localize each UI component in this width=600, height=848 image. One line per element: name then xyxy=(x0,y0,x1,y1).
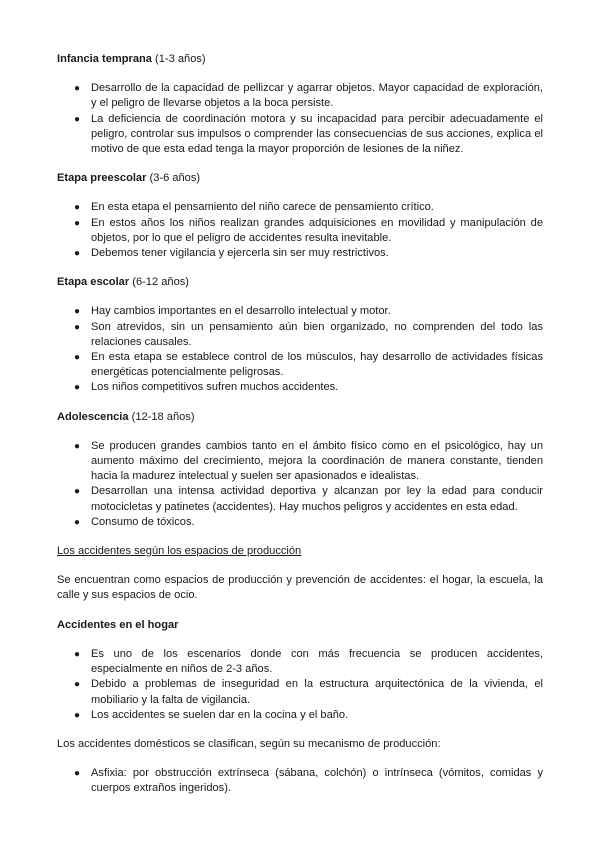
bullet-icon: ● xyxy=(74,248,81,260)
section-age-range: (6-12 años) xyxy=(132,276,189,289)
bullet-icon: ● xyxy=(74,202,81,214)
bullet-icon: ● xyxy=(74,486,81,498)
bullet-icon: ● xyxy=(74,679,81,691)
bullet-list-domestic xyxy=(57,766,543,796)
bullet-icon: ● xyxy=(74,217,81,229)
list-item: ● Es uno de los escenarios donde con más frecuencia se producen accidentes, especialmente en niños de 2-3 años. xyxy=(74,647,543,676)
bullet-icon: ● xyxy=(74,321,81,333)
list-item: ● En esta etapa el pensamiento del niño carece de pensamiento crítico. xyxy=(57,200,543,215)
section-heading-preescolar xyxy=(57,171,543,186)
list-item: ● En esta etapa se establece control de los músculos, hay desarrollo de actividades físicas energéticas potencialmente peligrosas. xyxy=(74,351,543,379)
spaces-heading: Los accidentes según los espacios de producción xyxy=(57,545,302,558)
list-item: ● Hay cambios importantes en el desarrollo intelectual y motor. xyxy=(57,304,543,319)
bullet-icon: ● xyxy=(74,382,81,394)
section-title: Accidentes en el hogar xyxy=(57,618,179,631)
document-page xyxy=(57,52,543,811)
bullet-list-preescolar xyxy=(57,200,543,261)
list-item: ● Asfixia: por obstrucción extrínseca (sábana, colchón) o intrínseca (vómitos, comidas y cuerpos extraños ingeridos). xyxy=(74,767,543,795)
section-heading-infancia xyxy=(57,52,543,67)
section-age-range: (1-3 años) xyxy=(155,53,206,65)
section-title: Infancia temprana xyxy=(57,53,152,65)
list-item: ● En estos años los niños realizan grandes adquisiciones en movilidad y manipulación de objetos, por lo que el peligro de accidentes resulta inevitable. xyxy=(74,216,543,244)
list-item: ● Desarrollo de la capacidad de pellizcar y agarrar objetos. Mayor capacidad de exploración, y el peligro de llevarse objetos a la boca persiste. xyxy=(74,82,543,110)
list-item: ● Son atrevidos, sin un pensamiento aún bien organizado, no comprenden del todo las relaciones causales. xyxy=(74,320,543,348)
list-item: ● Los niños competitivos sufren muchos accidentes. xyxy=(57,380,543,395)
domestic-intro-paragraph: Los accidentes domésticos se clasifican, según su mecanismo de producción: xyxy=(57,737,441,750)
list-item: ● Se producen grandes cambios tanto en el ámbito físico como en el psicológico, hay un aumento máximo del crecimiento, mejora la coordinación de manera constante, tienden hacia la madurez intelectual y suelen ser apasionados e idealistas. xyxy=(74,439,543,483)
section-title: Adolescencia xyxy=(57,410,129,423)
bullet-list-hogar xyxy=(57,647,543,723)
bullet-icon: ● xyxy=(74,709,81,721)
section-heading-escolar xyxy=(57,275,543,290)
bullet-icon: ● xyxy=(74,113,81,125)
list-item: ● Desarrollan una intensa actividad deportiva y alcanzan por ley la edad para conducir motocicletas y patinetes (accidentes). Hay muchos peligros y accidentes en esta edad. xyxy=(74,485,543,513)
bullet-icon: ● xyxy=(74,306,81,318)
bullet-icon: ● xyxy=(74,83,81,95)
section-age-range: (12-18 años) xyxy=(131,410,195,423)
bullet-icon: ● xyxy=(74,516,81,528)
bullet-icon: ● xyxy=(74,768,81,780)
section-age-range: (3-6 años) xyxy=(149,172,201,185)
section-heading-adolescencia xyxy=(57,410,543,425)
spaces-intro-paragraph: Se encuentran como espacios de producción y prevención de accidentes: el hogar, la escuela, la calle y sus espacios de ocio. xyxy=(57,574,543,602)
section-title: Etapa preescolar xyxy=(57,172,147,185)
section-heading-hogar xyxy=(57,618,543,633)
bullet-icon: ● xyxy=(74,440,81,452)
list-item: ● Consumo de tóxicos. xyxy=(57,515,543,530)
bullet-list-infancia xyxy=(57,81,543,157)
list-item: ● Debido a problemas de inseguridad en la estructura arquitectónica de la vivienda, el mobiliario y la falta de vigilancia. xyxy=(74,678,543,706)
list-item: ● La deficiencia de coordinación motora y su incapacidad para percibir adecuadamente el peligro, controlar sus impulsos o comprender las consecuencias de sus acciones, explica el motivo de que esta edad tenga la mayor proporción de lesiones de la niñez. xyxy=(74,112,543,156)
bullet-icon: ● xyxy=(74,648,81,660)
list-item: ● Debemos tener vigilancia y ejercerla sin ser muy restrictivos. xyxy=(57,246,543,261)
bullet-list-escolar xyxy=(57,304,543,395)
bullet-icon: ● xyxy=(74,352,81,364)
section-title: Etapa escolar xyxy=(57,276,130,289)
list-item: ● Los accidentes se suelen dar en la cocina y el baño. xyxy=(57,708,543,723)
bullet-list-adolescencia xyxy=(57,439,543,530)
